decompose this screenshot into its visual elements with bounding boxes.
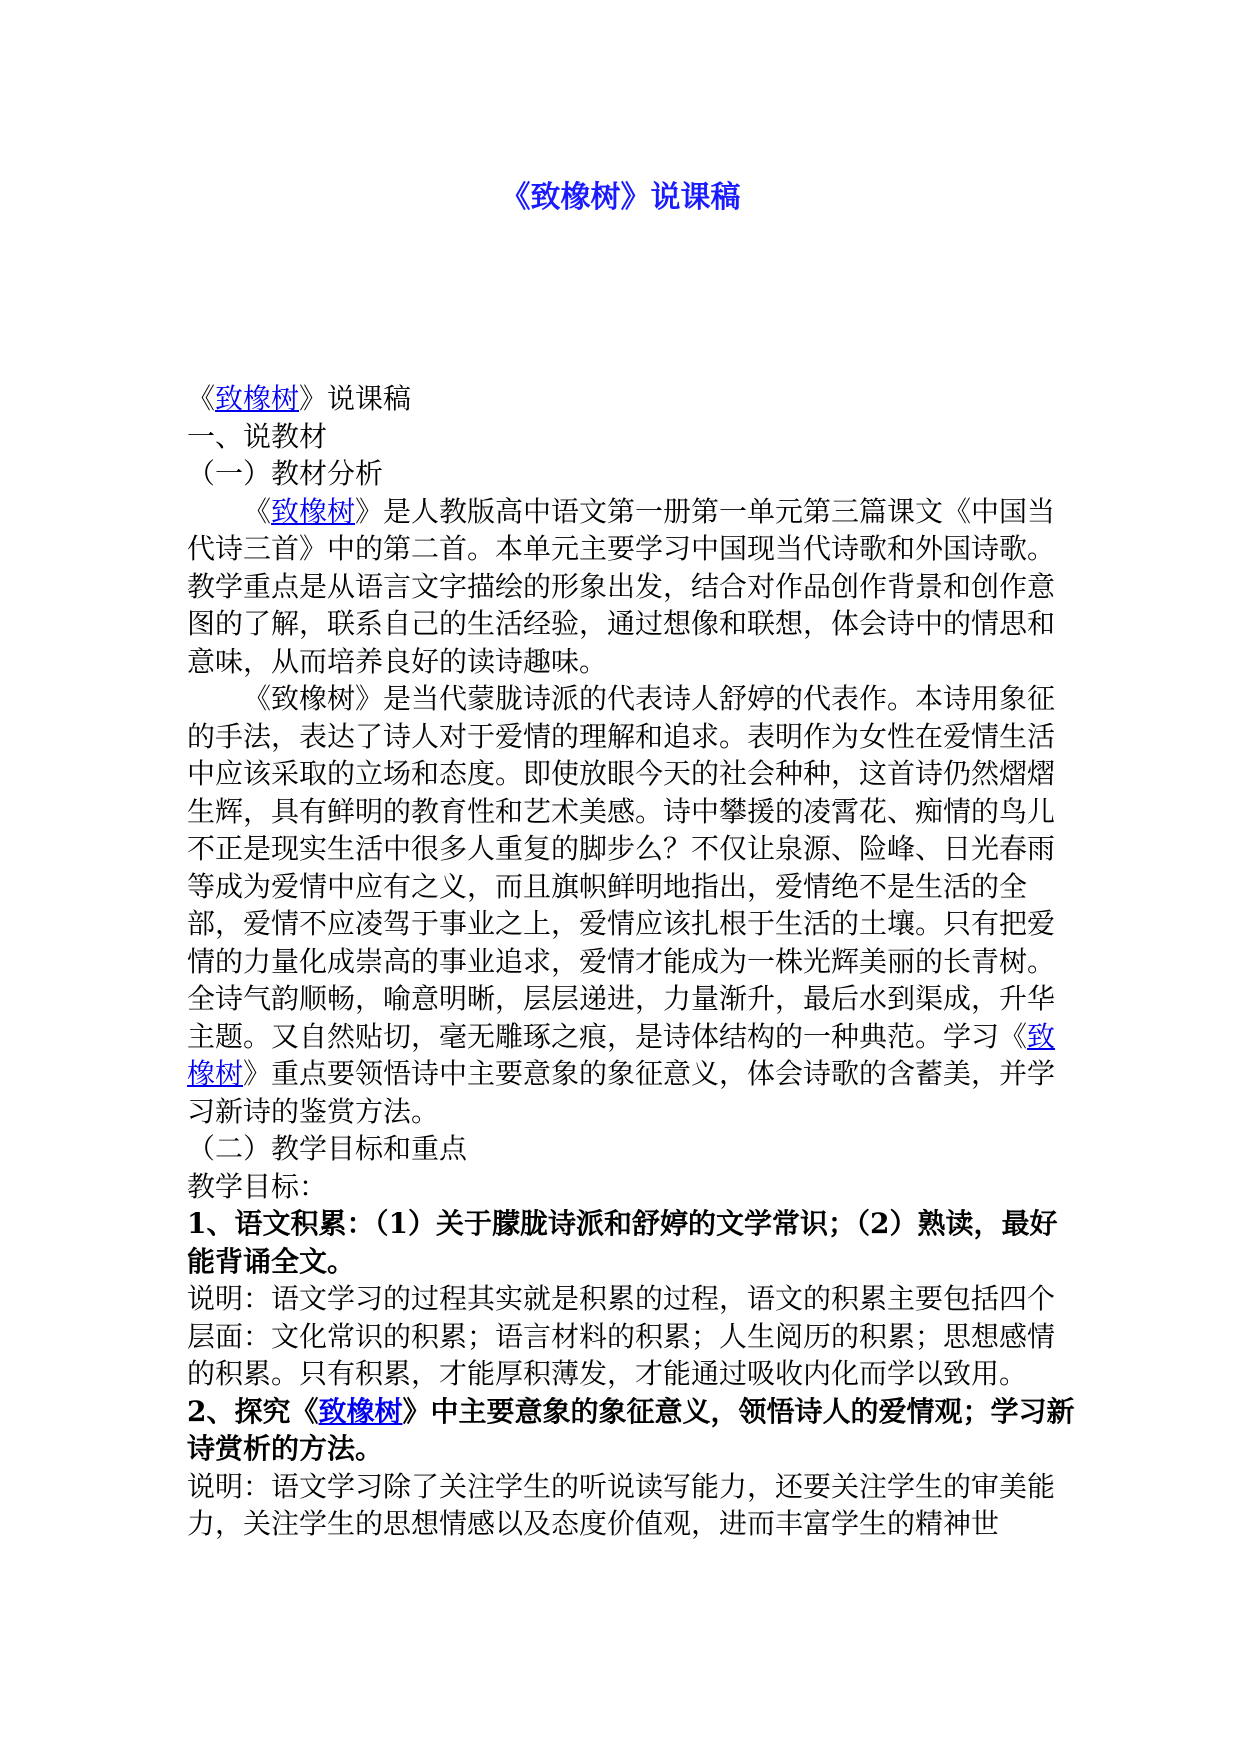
heading-link[interactable]: 致橡树 xyxy=(215,382,300,415)
goal-2-suffix: 》中主要意象的象征意义，领悟诗人的爱情观；学习新诗赏析的方法。 xyxy=(187,1394,1075,1465)
note-2: 说明：语文学习除了关注学生的听说读写能力，还要关注学生的审美能力，关注学生的思想情感以及态度价值观，进而丰富学生的精神世 xyxy=(187,1469,1056,1540)
goal-1: 1、语文积累：（1）关于朦胧诗派和舒婷的文学常识；（2）熟读，最好能背诵全文。 xyxy=(187,1207,1058,1278)
para-2-text: 《致橡树》是当代蒙胧诗派的代表诗人舒婷的代表作。本诗用象征的手法，表达了诗人对于爱情的理解和追求。表明作为女性在爱情生活中应该采取的立场和态度。即使放眼今天的社会种种，这首诗仍然熠熠生辉，具有鲜明的教育性和艺术美感。诗中攀援的凌霄花、痴情的鸟儿不正是现实生活中很多人重复的脚步么？不仅让泉源、险峰、日光春雨等成为爱情中应有之义，而且旗帜鲜明地指出，爱情绝不是生活的全部，爱情不应凌驾于事业之上，爱情应该扎根于生活的土壤。只有把爱情的力量化成崇高的事业追求，爱情才能成为一株光辉美丽的长青树。全诗气韵顺畅，喻意明晰，层层递进，力量渐升，最后水到渠成，升华主题。又自然贴切，毫无雕琢之痕，是诗体结构的一种典范。学习《 xyxy=(187,682,1056,1053)
para-2-text-end: 》重点要领悟诗中主要意象的象征意义，体会诗歌的含蓄美，并学习新诗的鉴赏方法。 xyxy=(187,1057,1056,1128)
goal-2 xyxy=(187,1393,1077,1468)
goal-2-prefix: 2、探究《 xyxy=(187,1394,319,1428)
goal-2-link[interactable]: 致橡树 xyxy=(318,1394,403,1428)
section-heading: 一、说教材 xyxy=(187,419,328,453)
heading-open: 《 xyxy=(187,382,216,415)
subsection-heading-2: （二）教学目标和重点 xyxy=(187,1132,468,1165)
document-body xyxy=(187,380,1077,1543)
paragraph-1 xyxy=(187,493,1077,681)
para-2-link[interactable]: 致橡树 xyxy=(187,1019,1056,1090)
para-1-open: 《 xyxy=(243,494,272,528)
paragraph-2 xyxy=(187,680,1077,1130)
note-1: 说明：语文学习的过程其实就是积累的过程，语文的积累主要包括四个层面：文化常识的积累；语言材料的积累；人生阅历的积累；思想感情的积累。只有积累，才能厚积薄发，才能通过吸收内化而学以致用。 xyxy=(187,1282,1056,1390)
page-title: 《致橡树》说课稿 xyxy=(500,180,741,215)
heading xyxy=(187,380,1077,418)
subsection-heading: （一）教材分析 xyxy=(187,457,384,490)
goals-label: 教学目标： xyxy=(187,1169,328,1203)
para-1-link[interactable]: 致橡树 xyxy=(271,494,356,528)
para-1-text: 》是人教版高中语文第一册第一单元第三篇课文《中国当代诗三首》中的第二首。本单元主要学习中国现当代诗歌和外国诗歌。教学重点是从语言文字描绘的形象出发，结合对作品创作背景和创作意图的了解，联系自己的生活经验，通过想像和联想，体会诗中的情思和意味，从而培养良好的读诗趣味。 xyxy=(187,494,1056,678)
heading-close: 》说课稿 xyxy=(299,382,412,415)
